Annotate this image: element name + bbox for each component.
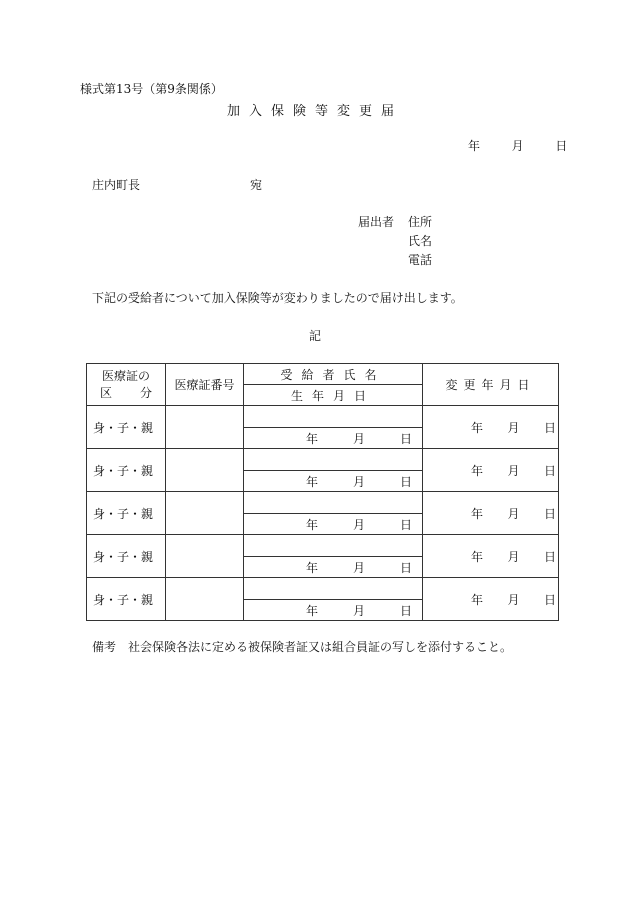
- ki-heading: 記: [308, 329, 321, 343]
- col-card-number-header: 医療証番号: [166, 364, 244, 406]
- date-year-label: 年: [468, 139, 481, 153]
- name-label: 氏名: [408, 234, 433, 248]
- addressee-suffix: 宛: [250, 178, 263, 192]
- phone-label: 電話: [408, 253, 433, 267]
- row-birthdate-cell[interactable]: 年 月 日: [244, 428, 423, 449]
- row-birthdate-cell[interactable]: 年 月 日: [244, 514, 423, 535]
- addressee-name: 庄内町長: [92, 178, 141, 192]
- row-recipient-name-cell[interactable]: [244, 492, 423, 514]
- row-change-date-cell[interactable]: 年 月 日: [423, 492, 559, 535]
- col-recipient-name-header: 受給者氏名: [244, 364, 423, 385]
- form-title: 加入保険等変更届: [226, 104, 403, 119]
- row-card-number-cell[interactable]: [166, 406, 244, 449]
- row-birthdate-cell[interactable]: 年 月 日: [244, 557, 423, 578]
- records-table: [86, 363, 559, 621]
- row-recipient-name-cell[interactable]: [244, 535, 423, 557]
- date-month-label: 月: [511, 139, 524, 153]
- row-card-number-cell[interactable]: [166, 449, 244, 492]
- row-recipient-name-cell[interactable]: [244, 449, 423, 471]
- address-label: 住所: [408, 215, 433, 229]
- row-change-date-cell[interactable]: 年 月 日: [423, 449, 559, 492]
- row-change-date-cell[interactable]: 年 月 日: [423, 578, 559, 621]
- row-change-date-cell[interactable]: 年 月 日: [423, 406, 559, 449]
- row-category: 身・子・親: [87, 535, 166, 578]
- date-day-label: 日: [555, 139, 568, 153]
- row-change-date-cell[interactable]: 年 月 日: [423, 535, 559, 578]
- col-birthdate-header: 生年月日: [244, 385, 423, 406]
- applicant-heading: 届出者: [358, 215, 395, 229]
- form-number: 様式第13号（第9条関係）: [80, 82, 223, 96]
- col-category-header: 医療証の 区 分: [87, 364, 166, 406]
- row-recipient-name-cell[interactable]: [244, 406, 423, 428]
- col-change-date-header: 変更年月日: [423, 364, 559, 406]
- submission-date: [468, 137, 567, 154]
- row-category: 身・子・親: [87, 578, 166, 621]
- row-category: 身・子・親: [87, 492, 166, 535]
- applicant-block: [358, 213, 432, 270]
- intro-text: 下記の受給者について加入保険等が変わりましたので届け出します。: [92, 291, 463, 305]
- row-birthdate-cell[interactable]: 年 月 日: [244, 600, 423, 621]
- row-card-number-cell[interactable]: [166, 535, 244, 578]
- row-birthdate-cell[interactable]: 年 月 日: [244, 471, 423, 492]
- row-recipient-name-cell[interactable]: [244, 578, 423, 600]
- remarks: 備考 社会保険各法に定める被保険者証又は組合員証の写しを添付すること。: [92, 640, 513, 654]
- row-card-number-cell[interactable]: [166, 492, 244, 535]
- row-card-number-cell[interactable]: [166, 578, 244, 621]
- row-category: 身・子・親: [87, 449, 166, 492]
- row-category: 身・子・親: [87, 406, 166, 449]
